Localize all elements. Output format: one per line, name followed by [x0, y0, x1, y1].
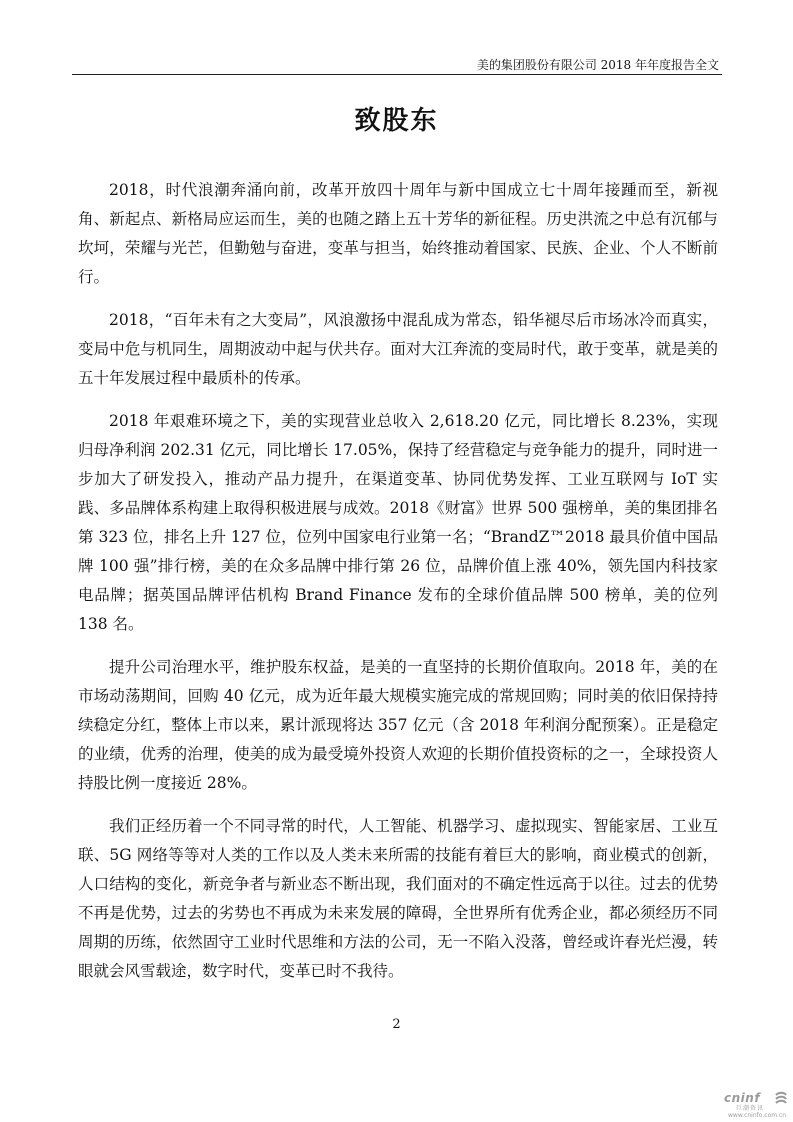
report-header: 美的集团股份有限公司 2018 年年度报告全文 [476, 58, 719, 72]
page-number: 2 [392, 1017, 401, 1032]
paragraph-5: 我们正经历着一个不同寻常的时代，人工智能、机器学习、虚拟现实、智能家居、工业互联、5G 网络等等对人类的工作以及人类未来所需的技能有着巨大的影响，商业模式的创新，人口结构的变化，新竞争者与新业态不断出现，我们面对的不确定性远高于以往。过去的优势不再是优势，过去的劣势也不再成为未来发展的障碍，全世界所有优秀企业，都必须经历不同周期的历练，依然固守工业时代思维和方法的公司，无一不陷入没落，曾经或许春光烂漫，转眼就会风雪载途，数字时代，变革已时不我待。 [78, 817, 718, 980]
paragraph-1: 2018，时代浪潮奔涌向前，改革开放四十周年与新中国成立七十周年接踵而至，新视角、新起点、新格局应运而生，美的也随之踏上五十芳华的新征程。历史洪流之中总有沉郁与坎坷，荣耀与光芒，但勤勉与奋进，变革与担当，始终推动着国家、民族、企业、个人不断前行。 [78, 181, 718, 286]
paragraph-3: 2018 年艰难环境之下，美的实现营业总收入 2,618.20 亿元，同比增长 8.23%，实现归母净利润 202.31 亿元，同比增长 17.05%，保持了经营稳定与竞争能力的提升，同时进一步加大了研发投入，推动产品力提升，在渠道变革、协同优势发挥、工业互联网与 IoT 实践、多品牌体系构建上取得积极进展与成效。2018《财富》世界 500 强榜单，美的集团排名第 323 位，排名上升 127 位，位列中国家电行业第一名；“BrandZ™2018 最具价值中国品牌 100 强”排行榜，美的在众多品牌中排行第 26 位，品牌价值上涨 40%，领先国内科技家电品牌；据英国品牌评估机构 Brand Finance 发布的全球价值品牌 500 榜单，美的位列 138 名。 [78, 412, 718, 633]
paragraph-4: 提升公司治理水平，维护股东权益，是美的一直坚持的长期价值取向。2018 年，美的在市场动荡期间，回购 40 亿元，成为近年最大规模实施完成的常规回购；同时美的依旧保持持续稳定分红，整体上市以来，累计派现将达 357 亿元（含 2018 年利润分配预案）。正是稳定的业绩，优秀的治理，使美的成为最受境外投资人欢迎的长期价值投资标的之一，全球投资人持股比例一度接近 28%。 [78, 658, 718, 792]
watermark-url: www.cninfo.com.cn [728, 1112, 787, 1119]
watermark-cn-name: 巨潮资讯 [736, 1105, 765, 1112]
paragraph-2: 2018，“百年未有之大变局”，风浪激扬中混乱成为常态，铅华褪尽后市场冰冷而真实，变局中危与机同生，周期波动中起与伏共存。面对大江奔流的变局时代，敢于变革，就是美的五十年发展过程中最质朴的传承。 [78, 311, 718, 387]
page-title: 致股东 [354, 106, 439, 136]
swirl-logo-icon [774, 1091, 788, 1105]
letter-body [78, 176, 718, 1000]
header-divider [72, 74, 722, 75]
watermark-brand: cninf [724, 1091, 761, 1105]
cninfo-watermark [724, 1092, 790, 1120]
